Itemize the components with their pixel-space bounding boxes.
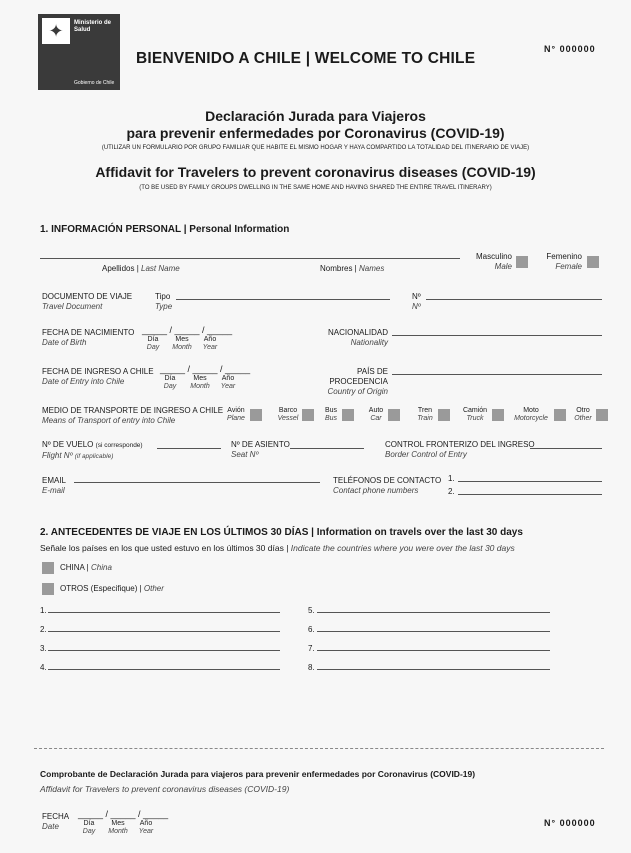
mode-other-checkbox[interactable] — [596, 409, 608, 421]
travel-document-label: DOCUMENTO DE VIAJE Travel Document — [42, 292, 133, 311]
title-en-note: (TO BE USED BY FAMILY GROUPS DWELLING IN THE SAME HOME AND HAVING SHARED THE ENTIRE TRAVEL ITINERARY) — [139, 185, 492, 191]
ministry-logo — [38, 14, 120, 90]
country-3-input-line[interactable] — [48, 650, 280, 651]
tear-line — [34, 748, 604, 749]
mode-motorcycle-label: Moto Motorcycle — [514, 407, 548, 422]
names-label: Nombres | Names — [320, 264, 385, 273]
country-6-number: 6. — [308, 625, 315, 634]
doc-number-label: Nº Nº — [412, 292, 421, 311]
receipt-date-input[interactable]: _____ / _____ / _____ — [78, 809, 169, 819]
country-6-input-line[interactable] — [317, 631, 550, 632]
country-4-input-line[interactable] — [48, 669, 280, 670]
country-1-number: 1. — [40, 606, 47, 615]
receipt-day: Día Day — [82, 820, 96, 835]
dob-month: Mes Month — [172, 336, 192, 351]
female-label: Femenino Female — [546, 252, 582, 271]
others-label: OTROS (Especifique) | Other — [60, 584, 164, 593]
entry-date-input[interactable]: _____ / _____ / _____ — [160, 364, 251, 374]
china-checkbox[interactable] — [42, 562, 54, 574]
nationality-label: NACIONALIDAD Nationality — [327, 328, 388, 347]
transport-label: MEDIO DE TRANSPORTE DE INGRESO A CHILE Means of Transport of entry into Chile — [42, 406, 224, 425]
folio-number: N° 000000 — [544, 44, 596, 54]
type-label: Tipo Type — [155, 292, 173, 311]
section2-title: 2. ANTECEDENTES DE VIAJE EN LOS ÚLTIMOS 30 DÍAS | Information on travels over the last 30 days — [40, 527, 523, 538]
male-checkbox[interactable] — [516, 256, 528, 268]
country-1-input-line[interactable] — [48, 612, 280, 613]
receipt-subtitle: Affidavit for Travelers to prevent coronavirus diseases (COVID-19) — [40, 784, 290, 794]
logo-government-text: Gobierno de Chile — [74, 80, 115, 86]
border-control-input-line[interactable] — [530, 448, 602, 449]
welcome-title: BIENVENIDO A CHILE | WELCOME TO CHILE — [136, 50, 476, 67]
mode-plane-checkbox[interactable] — [250, 409, 262, 421]
entry-day: Día Day — [163, 375, 177, 390]
mode-vessel-label: Barco Vessel — [277, 407, 299, 422]
dob-label: FECHA DE NACIMIENTO Date of Birth — [42, 328, 135, 347]
title-es-note: (UTILIZAR UN FORMULARIO POR GRUPO FAMILIAR QUE HABITE EL MISMO HOGAR Y HAYA COMPARTIDO LA TOTALIDAD DEL ITINERARIO DE VIAJE) — [101, 145, 530, 151]
country-8-input-line[interactable] — [317, 669, 550, 670]
receipt-folio-number: N° 000000 — [544, 818, 596, 828]
receipt-month: Mes Month — [108, 820, 128, 835]
male-label: Masculino Male — [475, 252, 512, 271]
mode-car-label: Auto Car — [368, 407, 384, 422]
phone-1-number: 1. — [448, 474, 455, 483]
seat-input-line[interactable] — [290, 448, 364, 449]
title-es-line1: Declaración Jurada para Viajeros — [205, 108, 426, 124]
country-2-number: 2. — [40, 625, 47, 634]
seat-label: Nº DE ASIENTO Seat Nº — [231, 440, 290, 459]
origin-label: PAÍS DE PROCEDENCIA Country of Origin — [327, 367, 388, 396]
mode-truck-label: Camión Truck — [462, 407, 488, 422]
receipt-title: Comprobante de Declaración Jurada para viajeros para prevenir enfermedades por Coronavirus (COVID-19) — [40, 769, 476, 779]
last-name-label: Apellidos | Last Name — [102, 264, 180, 273]
others-checkbox[interactable] — [42, 583, 54, 595]
dob-day: Día Day — [146, 336, 160, 351]
entry-month: Mes Month — [190, 375, 210, 390]
coat-of-arms-icon: ✦ — [42, 18, 70, 44]
email-label: EMAIL E-mail — [42, 476, 67, 495]
mode-car-checkbox[interactable] — [388, 409, 400, 421]
logo-ministry-text: Ministerio de Salud — [74, 20, 112, 33]
entry-date-label: FECHA DE INGRESO A CHILE Date of Entry into Chile — [42, 367, 154, 386]
receipt-date-label: FECHA Date — [42, 812, 70, 831]
type-input-line[interactable] — [176, 299, 390, 300]
phone-2-number: 2. — [448, 487, 455, 496]
nationality-input-line[interactable] — [392, 335, 602, 336]
country-7-input-line[interactable] — [317, 650, 550, 651]
country-8-number: 8. — [308, 663, 315, 672]
country-5-number: 5. — [308, 606, 315, 615]
name-input-line[interactable] — [40, 258, 460, 259]
mode-train-label: Tren Train — [417, 407, 433, 422]
mode-motorcycle-checkbox[interactable] — [554, 409, 566, 421]
mode-bus-checkbox[interactable] — [342, 409, 354, 421]
china-label: CHINA | China — [60, 563, 112, 572]
section2-subtitle: Señale los países en los que usted estuvo en los últimos 30 días | Indicate the countries where you were over the last 30 days — [40, 543, 515, 553]
dob-year: Año Year — [202, 336, 218, 351]
mode-truck-checkbox[interactable] — [492, 409, 504, 421]
mode-vessel-checkbox[interactable] — [302, 409, 314, 421]
border-control-label: CONTROL FRONTERIZO DEL INGRESO Border Control of Entry — [385, 440, 535, 459]
country-4-number: 4. — [40, 663, 47, 672]
mode-other-label: Otro Other — [574, 407, 592, 422]
phone-1-input-line[interactable] — [458, 481, 602, 482]
country-7-number: 7. — [308, 644, 315, 653]
country-5-input-line[interactable] — [317, 612, 550, 613]
email-input-line[interactable] — [74, 482, 320, 483]
dob-input[interactable]: _____ / _____ / _____ — [142, 325, 233, 335]
entry-year: Año Year — [220, 375, 236, 390]
title-en: Affidavit for Travelers to prevent coronavirus diseases (COVID-19) — [95, 164, 536, 180]
flight-label: Nº DE VUELO (si corresponde) Flight Nº (if applicable) — [42, 440, 143, 460]
receipt-year: Año Year — [138, 820, 154, 835]
country-3-number: 3. — [40, 644, 47, 653]
section1-title: 1. INFORMACIÓN PERSONAL | Personal Information — [40, 224, 290, 235]
female-checkbox[interactable] — [587, 256, 599, 268]
mode-train-checkbox[interactable] — [438, 409, 450, 421]
origin-input-line[interactable] — [392, 374, 602, 375]
title-es-line2: para prevenir enfermedades por Coronavirus (COVID-19) — [126, 125, 505, 141]
country-2-input-line[interactable] — [48, 631, 280, 632]
flight-input-line[interactable] — [157, 448, 221, 449]
phones-label: TELÉFONOS DE CONTACTO Contact phone numbers — [333, 476, 442, 495]
mode-plane-label: Avión Plane — [227, 407, 245, 422]
mode-bus-label: Bus Bus — [324, 407, 338, 422]
phone-2-input-line[interactable] — [458, 494, 602, 495]
doc-number-input-line[interactable] — [426, 299, 602, 300]
